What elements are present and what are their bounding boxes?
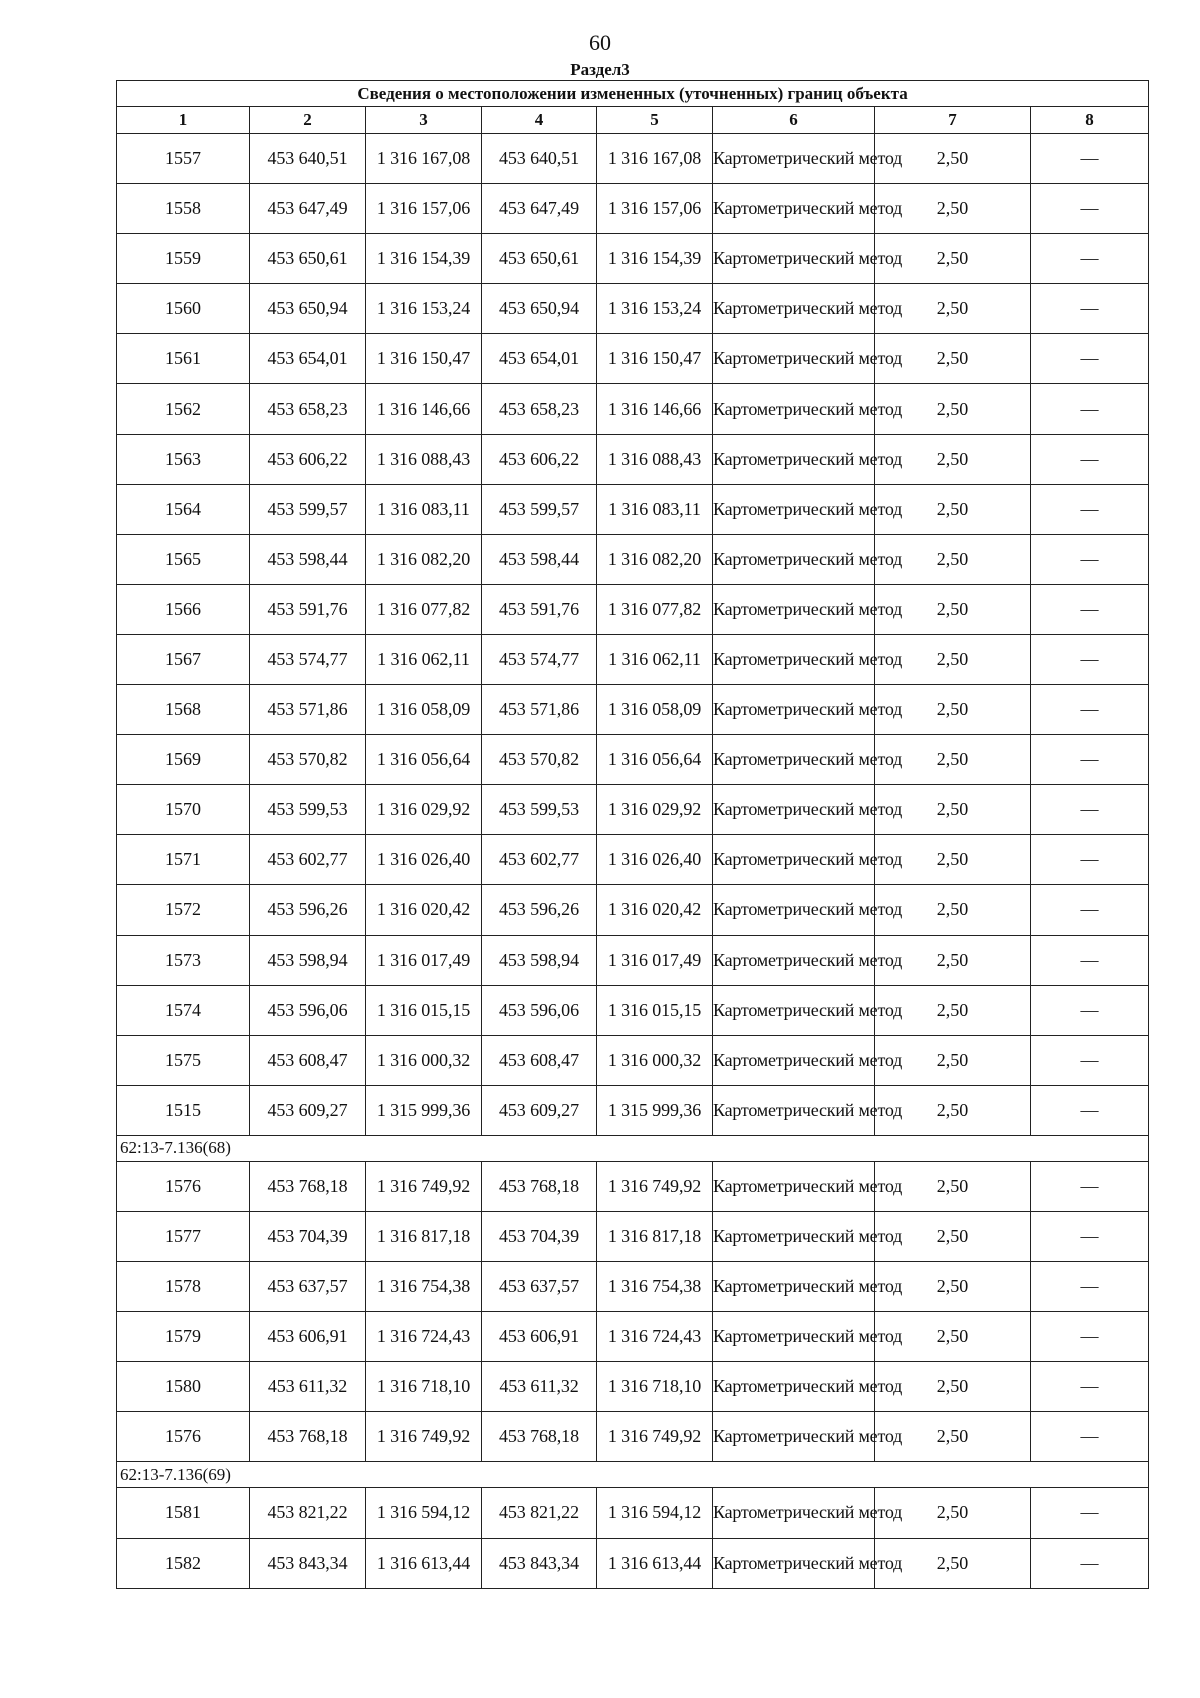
method-cell: Картометрический метод bbox=[713, 935, 875, 985]
method-cell: Картометрический метод bbox=[713, 1085, 875, 1135]
coordinate-cell: 1 316 026,40 bbox=[597, 835, 713, 885]
table-row bbox=[117, 384, 1149, 434]
point-number-cell: 1565 bbox=[117, 534, 250, 584]
precision-cell: 2,50 bbox=[875, 1161, 1031, 1211]
method-cell: Картометрический метод bbox=[713, 885, 875, 935]
note-cell: — bbox=[1031, 1262, 1149, 1312]
coordinate-cell: 1 316 153,24 bbox=[366, 284, 482, 334]
coordinate-cell: 1 316 594,12 bbox=[366, 1488, 482, 1538]
method-cell: Картометрический метод bbox=[713, 234, 875, 284]
coordinate-cell: 1 316 157,06 bbox=[366, 184, 482, 234]
note-cell: — bbox=[1031, 484, 1149, 534]
method-cell: Картометрический метод bbox=[713, 785, 875, 835]
method-cell: Картометрический метод bbox=[713, 134, 875, 184]
precision-cell: 2,50 bbox=[875, 1035, 1031, 1085]
coordinate-cell: 1 316 082,20 bbox=[597, 534, 713, 584]
note-cell: — bbox=[1031, 885, 1149, 935]
method-cell: Картометрический метод bbox=[713, 334, 875, 384]
column-header-7: 7 bbox=[875, 107, 1031, 134]
coordinate-cell: 1 316 000,32 bbox=[597, 1035, 713, 1085]
precision-cell: 2,50 bbox=[875, 134, 1031, 184]
table-row bbox=[117, 184, 1149, 234]
coordinate-cell: 1 316 167,08 bbox=[366, 134, 482, 184]
coordinate-cell: 453 768,18 bbox=[250, 1412, 366, 1462]
precision-cell: 2,50 bbox=[875, 1488, 1031, 1538]
method-cell: Картометрический метод bbox=[713, 1538, 875, 1588]
coordinate-cell: 453 570,82 bbox=[250, 735, 366, 785]
note-cell: — bbox=[1031, 685, 1149, 735]
precision-cell: 2,50 bbox=[875, 584, 1031, 634]
precision-cell: 2,50 bbox=[875, 735, 1031, 785]
coordinate-cell: 1 316 150,47 bbox=[597, 334, 713, 384]
table-row bbox=[117, 1488, 1149, 1538]
coordinate-cell: 1 316 017,49 bbox=[366, 935, 482, 985]
note-cell: — bbox=[1031, 835, 1149, 885]
coordinate-cell: 1 316 817,18 bbox=[366, 1211, 482, 1261]
coordinate-cell: 453 821,22 bbox=[250, 1488, 366, 1538]
coordinate-cell: 453 609,27 bbox=[482, 1085, 597, 1135]
table-row bbox=[117, 1085, 1149, 1135]
column-header-2: 2 bbox=[250, 107, 366, 134]
coordinate-cell: 453 843,34 bbox=[250, 1538, 366, 1588]
point-number-cell: 1576 bbox=[117, 1412, 250, 1462]
table-row bbox=[117, 1035, 1149, 1085]
coordinate-cell: 453 768,18 bbox=[482, 1161, 597, 1211]
point-number-cell: 1558 bbox=[117, 184, 250, 234]
coordinate-cell: 453 606,22 bbox=[250, 434, 366, 484]
coordinate-cell: 1 316 754,38 bbox=[366, 1262, 482, 1312]
group-row bbox=[117, 1462, 1149, 1488]
table-row bbox=[117, 484, 1149, 534]
precision-cell: 2,50 bbox=[875, 985, 1031, 1035]
coordinate-cell: 1 316 058,09 bbox=[366, 685, 482, 735]
note-cell: — bbox=[1031, 1035, 1149, 1085]
coordinate-cell: 453 598,44 bbox=[250, 534, 366, 584]
method-cell: Картометрический метод bbox=[713, 1262, 875, 1312]
coordinate-cell: 453 606,91 bbox=[482, 1312, 597, 1362]
coordinate-cell: 453 599,57 bbox=[482, 484, 597, 534]
coordinate-cell: 1 316 062,11 bbox=[366, 634, 482, 684]
table-row bbox=[117, 935, 1149, 985]
coordinate-cell: 453 704,39 bbox=[482, 1211, 597, 1261]
table-row bbox=[117, 835, 1149, 885]
note-cell: — bbox=[1031, 985, 1149, 1035]
coordinate-cell: 453 650,61 bbox=[250, 234, 366, 284]
group-label: 62:13-7.136(68) bbox=[117, 1135, 1149, 1161]
precision-cell: 2,50 bbox=[875, 1412, 1031, 1462]
column-header-1: 1 bbox=[117, 107, 250, 134]
coordinate-cell: 453 598,44 bbox=[482, 534, 597, 584]
coordinate-cell: 453 647,49 bbox=[482, 184, 597, 234]
method-cell: Картометрический метод bbox=[713, 835, 875, 885]
coordinate-cell: 453 640,51 bbox=[250, 134, 366, 184]
precision-cell: 2,50 bbox=[875, 935, 1031, 985]
table-row bbox=[117, 785, 1149, 835]
coordinate-cell: 453 602,77 bbox=[482, 835, 597, 885]
coordinate-cell: 453 609,27 bbox=[250, 1085, 366, 1135]
column-header-6: 6 bbox=[713, 107, 875, 134]
precision-cell: 2,50 bbox=[875, 434, 1031, 484]
precision-cell: 2,50 bbox=[875, 384, 1031, 434]
coordinate-cell: 453 654,01 bbox=[250, 334, 366, 384]
coordinate-cell: 1 316 088,43 bbox=[597, 434, 713, 484]
precision-cell: 2,50 bbox=[875, 885, 1031, 935]
point-number-cell: 1569 bbox=[117, 735, 250, 785]
table-title: Сведения о местоположении измененных (уточненных) границ объекта bbox=[117, 81, 1149, 107]
note-cell: — bbox=[1031, 434, 1149, 484]
coordinate-cell: 453 637,57 bbox=[482, 1262, 597, 1312]
point-number-cell: 1570 bbox=[117, 785, 250, 835]
coordinate-cell: 453 640,51 bbox=[482, 134, 597, 184]
coordinate-cell: 1 316 077,82 bbox=[366, 584, 482, 634]
table-row bbox=[117, 584, 1149, 634]
coordinate-cell: 453 599,57 bbox=[250, 484, 366, 534]
column-header-4: 4 bbox=[482, 107, 597, 134]
method-cell: Картометрический метод bbox=[713, 735, 875, 785]
table-row bbox=[117, 534, 1149, 584]
table-row bbox=[117, 1362, 1149, 1412]
coordinate-cell: 453 650,94 bbox=[482, 284, 597, 334]
coordinate-cell: 1 316 015,15 bbox=[366, 985, 482, 1035]
point-number-cell: 1581 bbox=[117, 1488, 250, 1538]
coordinate-cell: 453 574,77 bbox=[482, 634, 597, 684]
coordinate-cell: 453 602,77 bbox=[250, 835, 366, 885]
method-cell: Картометрический метод bbox=[713, 1412, 875, 1462]
table-row bbox=[117, 1312, 1149, 1362]
coordinate-cell: 1 316 029,92 bbox=[597, 785, 713, 835]
point-number-cell: 1568 bbox=[117, 685, 250, 735]
coordinate-cell: 453 650,94 bbox=[250, 284, 366, 334]
coordinate-cell: 1 316 146,66 bbox=[597, 384, 713, 434]
point-number-cell: 1557 bbox=[117, 134, 250, 184]
column-header-3: 3 bbox=[366, 107, 482, 134]
coordinate-cell: 1 316 749,92 bbox=[366, 1412, 482, 1462]
point-number-cell: 1573 bbox=[117, 935, 250, 985]
note-cell: — bbox=[1031, 534, 1149, 584]
note-cell: — bbox=[1031, 634, 1149, 684]
note-cell: — bbox=[1031, 1538, 1149, 1588]
table-row bbox=[117, 1161, 1149, 1211]
coordinate-cell: 453 599,53 bbox=[250, 785, 366, 835]
coordinate-cell: 1 316 749,92 bbox=[597, 1412, 713, 1462]
precision-cell: 2,50 bbox=[875, 284, 1031, 334]
coordinate-cell: 453 591,76 bbox=[482, 584, 597, 634]
precision-cell: 2,50 bbox=[875, 1085, 1031, 1135]
table-row bbox=[117, 1211, 1149, 1261]
note-cell: — bbox=[1031, 785, 1149, 835]
table-row bbox=[117, 685, 1149, 735]
coordinate-cell: 1 316 154,39 bbox=[597, 234, 713, 284]
coordinate-cell: 1 316 000,32 bbox=[366, 1035, 482, 1085]
method-cell: Картометрический метод bbox=[713, 1312, 875, 1362]
note-cell: — bbox=[1031, 1211, 1149, 1261]
method-cell: Картометрический метод bbox=[713, 384, 875, 434]
point-number-cell: 1559 bbox=[117, 234, 250, 284]
coordinate-cell: 1 316 167,08 bbox=[597, 134, 713, 184]
coordinate-cell: 453 574,77 bbox=[250, 634, 366, 684]
coordinate-cell: 1 316 082,20 bbox=[366, 534, 482, 584]
coordinate-cell: 1 316 594,12 bbox=[597, 1488, 713, 1538]
method-cell: Картометрический метод bbox=[713, 1362, 875, 1412]
note-cell: — bbox=[1031, 1488, 1149, 1538]
coordinate-cell: 1 316 015,15 bbox=[597, 985, 713, 1035]
column-header-8: 8 bbox=[1031, 107, 1149, 134]
coordinate-cell: 1 316 083,11 bbox=[366, 484, 482, 534]
coordinate-cell: 1 316 749,92 bbox=[597, 1161, 713, 1211]
table-row bbox=[117, 735, 1149, 785]
coordinate-cell: 453 571,86 bbox=[250, 685, 366, 735]
coordinate-cell: 453 596,26 bbox=[482, 885, 597, 935]
point-number-cell: 1582 bbox=[117, 1538, 250, 1588]
coordinate-cell: 1 316 077,82 bbox=[597, 584, 713, 634]
coordinate-cell: 453 843,34 bbox=[482, 1538, 597, 1588]
point-number-cell: 1574 bbox=[117, 985, 250, 1035]
table-row bbox=[117, 885, 1149, 935]
note-cell: — bbox=[1031, 935, 1149, 985]
precision-cell: 2,50 bbox=[875, 1262, 1031, 1312]
coordinate-cell: 1 316 613,44 bbox=[366, 1538, 482, 1588]
note-cell: — bbox=[1031, 735, 1149, 785]
coordinate-cell: 1 315 999,36 bbox=[597, 1085, 713, 1135]
point-number-cell: 1567 bbox=[117, 634, 250, 684]
coordinate-cell: 453 658,23 bbox=[482, 384, 597, 434]
coordinate-cell: 453 606,91 bbox=[250, 1312, 366, 1362]
point-number-cell: 1576 bbox=[117, 1161, 250, 1211]
note-cell: — bbox=[1031, 1362, 1149, 1412]
coordinate-cell: 1 316 056,64 bbox=[597, 735, 713, 785]
note-cell: — bbox=[1031, 584, 1149, 634]
group-label: 62:13-7.136(69) bbox=[117, 1462, 1149, 1488]
coordinate-cell: 453 598,94 bbox=[250, 935, 366, 985]
note-cell: — bbox=[1031, 384, 1149, 434]
coordinate-cell: 453 647,49 bbox=[250, 184, 366, 234]
point-number-cell: 1561 bbox=[117, 334, 250, 384]
coordinate-cell: 1 316 150,47 bbox=[366, 334, 482, 384]
method-cell: Картометрический метод bbox=[713, 584, 875, 634]
table-row bbox=[117, 1538, 1149, 1588]
precision-cell: 2,50 bbox=[875, 184, 1031, 234]
method-cell: Картометрический метод bbox=[713, 1211, 875, 1261]
coordinate-cell: 453 606,22 bbox=[482, 434, 597, 484]
coordinate-cell: 453 637,57 bbox=[250, 1262, 366, 1312]
point-number-cell: 1578 bbox=[117, 1262, 250, 1312]
table-row bbox=[117, 1262, 1149, 1312]
method-cell: Картометрический метод bbox=[713, 685, 875, 735]
precision-cell: 2,50 bbox=[875, 234, 1031, 284]
table-row bbox=[117, 284, 1149, 334]
coordinate-cell: 1 316 020,42 bbox=[597, 885, 713, 935]
point-number-cell: 1563 bbox=[117, 434, 250, 484]
precision-cell: 2,50 bbox=[875, 334, 1031, 384]
coordinate-cell: 1 316 749,92 bbox=[366, 1161, 482, 1211]
method-cell: Картометрический метод bbox=[713, 534, 875, 584]
precision-cell: 2,50 bbox=[875, 484, 1031, 534]
method-cell: Картометрический метод bbox=[713, 1488, 875, 1538]
precision-cell: 2,50 bbox=[875, 534, 1031, 584]
point-number-cell: 1577 bbox=[117, 1211, 250, 1261]
table-row bbox=[117, 434, 1149, 484]
coordinate-cell: 1 316 062,11 bbox=[597, 634, 713, 684]
coordinate-cell: 453 768,18 bbox=[250, 1161, 366, 1211]
point-number-cell: 1572 bbox=[117, 885, 250, 935]
table-row bbox=[117, 234, 1149, 284]
coordinate-cell: 1 316 083,11 bbox=[597, 484, 713, 534]
point-number-cell: 1560 bbox=[117, 284, 250, 334]
coordinate-cell: 1 315 999,36 bbox=[366, 1085, 482, 1135]
coordinate-cell: 453 608,47 bbox=[482, 1035, 597, 1085]
precision-cell: 2,50 bbox=[875, 685, 1031, 735]
coordinate-cell: 1 316 056,64 bbox=[366, 735, 482, 785]
method-cell: Картометрический метод bbox=[713, 284, 875, 334]
boundary-coordinates-table bbox=[116, 80, 1149, 1589]
note-cell: — bbox=[1031, 334, 1149, 384]
note-cell: — bbox=[1031, 1312, 1149, 1362]
coordinate-cell: 453 599,53 bbox=[482, 785, 597, 835]
precision-cell: 2,50 bbox=[875, 1312, 1031, 1362]
precision-cell: 2,50 bbox=[875, 1211, 1031, 1261]
coordinate-cell: 1 316 724,43 bbox=[366, 1312, 482, 1362]
note-cell: — bbox=[1031, 284, 1149, 334]
method-cell: Картометрический метод bbox=[713, 484, 875, 534]
coordinate-cell: 453 704,39 bbox=[250, 1211, 366, 1261]
coordinate-cell: 1 316 029,92 bbox=[366, 785, 482, 835]
precision-cell: 2,50 bbox=[875, 634, 1031, 684]
method-cell: Картометрический метод bbox=[713, 1035, 875, 1085]
table-row bbox=[117, 1412, 1149, 1462]
coordinate-cell: 453 598,94 bbox=[482, 935, 597, 985]
method-cell: Картометрический метод bbox=[713, 985, 875, 1035]
point-number-cell: 1562 bbox=[117, 384, 250, 434]
table-row bbox=[117, 134, 1149, 184]
coordinate-cell: 453 571,86 bbox=[482, 685, 597, 735]
point-number-cell: 1575 bbox=[117, 1035, 250, 1085]
coordinate-cell: 453 650,61 bbox=[482, 234, 597, 284]
coordinate-cell: 453 611,32 bbox=[482, 1362, 597, 1412]
section-title: Раздел3 bbox=[570, 60, 630, 79]
point-number-cell: 1564 bbox=[117, 484, 250, 534]
precision-cell: 2,50 bbox=[875, 1362, 1031, 1412]
note-cell: — bbox=[1031, 234, 1149, 284]
coordinate-cell: 1 316 724,43 bbox=[597, 1312, 713, 1362]
coordinate-cell: 1 316 154,39 bbox=[366, 234, 482, 284]
coordinate-cell: 453 821,22 bbox=[482, 1488, 597, 1538]
coordinate-cell: 453 611,32 bbox=[250, 1362, 366, 1412]
coordinate-cell: 1 316 026,40 bbox=[366, 835, 482, 885]
coordinate-cell: 1 316 613,44 bbox=[597, 1538, 713, 1588]
note-cell: — bbox=[1031, 184, 1149, 234]
coordinate-cell: 1 316 817,18 bbox=[597, 1211, 713, 1261]
coordinate-cell: 1 316 153,24 bbox=[597, 284, 713, 334]
point-number-cell: 1571 bbox=[117, 835, 250, 885]
method-cell: Картометрический метод bbox=[713, 434, 875, 484]
note-cell: — bbox=[1031, 1161, 1149, 1211]
point-number-cell: 1579 bbox=[117, 1312, 250, 1362]
point-number-cell: 1566 bbox=[117, 584, 250, 634]
precision-cell: 2,50 bbox=[875, 835, 1031, 885]
coordinate-cell: 453 596,26 bbox=[250, 885, 366, 935]
coordinate-cell: 1 316 088,43 bbox=[366, 434, 482, 484]
method-cell: Картометрический метод bbox=[713, 1161, 875, 1211]
group-row bbox=[117, 1135, 1149, 1161]
point-number-cell: 1515 bbox=[117, 1085, 250, 1135]
method-cell: Картометрический метод bbox=[713, 634, 875, 684]
coordinate-cell: 453 608,47 bbox=[250, 1035, 366, 1085]
column-header-5: 5 bbox=[597, 107, 713, 134]
coordinate-cell: 453 570,82 bbox=[482, 735, 597, 785]
coordinate-cell: 1 316 146,66 bbox=[366, 384, 482, 434]
coordinate-cell: 453 596,06 bbox=[250, 985, 366, 1035]
note-cell: — bbox=[1031, 134, 1149, 184]
coordinate-cell: 453 591,76 bbox=[250, 584, 366, 634]
method-cell: Картометрический метод bbox=[713, 184, 875, 234]
table-row bbox=[117, 634, 1149, 684]
page-number: 60 bbox=[589, 30, 611, 55]
coordinate-cell: 1 316 718,10 bbox=[366, 1362, 482, 1412]
point-number-cell: 1580 bbox=[117, 1362, 250, 1412]
coordinate-cell: 1 316 017,49 bbox=[597, 935, 713, 985]
coordinate-cell: 453 654,01 bbox=[482, 334, 597, 384]
coordinate-cell: 453 768,18 bbox=[482, 1412, 597, 1462]
coordinate-cell: 1 316 754,38 bbox=[597, 1262, 713, 1312]
coordinate-cell: 1 316 157,06 bbox=[597, 184, 713, 234]
coordinate-cell: 1 316 058,09 bbox=[597, 685, 713, 735]
table-row bbox=[117, 985, 1149, 1035]
note-cell: — bbox=[1031, 1412, 1149, 1462]
table-row bbox=[117, 334, 1149, 384]
precision-cell: 2,50 bbox=[875, 785, 1031, 835]
coordinate-cell: 453 596,06 bbox=[482, 985, 597, 1035]
note-cell: — bbox=[1031, 1085, 1149, 1135]
coordinate-cell: 1 316 020,42 bbox=[366, 885, 482, 935]
coordinate-cell: 1 316 718,10 bbox=[597, 1362, 713, 1412]
precision-cell: 2,50 bbox=[875, 1538, 1031, 1588]
coordinate-cell: 453 658,23 bbox=[250, 384, 366, 434]
